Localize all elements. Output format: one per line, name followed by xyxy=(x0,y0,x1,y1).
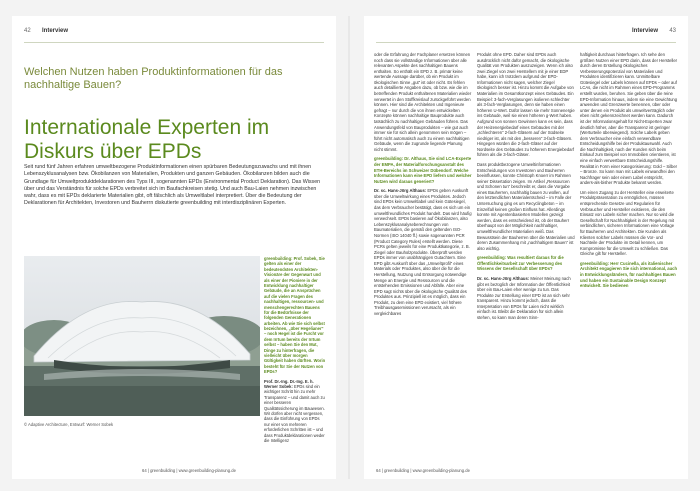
answer-speaker: Prof. Dr.-Ing. Dr.-Ing. E. h. Werner Sobek: xyxy=(264,378,314,389)
page-number: 42 xyxy=(24,28,31,34)
interview-question xyxy=(477,255,575,272)
section-label: Interview xyxy=(42,28,69,34)
right-page-header xyxy=(376,26,676,43)
question-text: Dr. Althaus, Sie sind LCA-Experte der EMPA, der Materialforschungsanstalt des ETH-Bereichs im Schweizer Dübendorf. Welche Informationen kann eine EPD liefern und welcher Nutzen wird daraus generiert? xyxy=(374,156,472,184)
photo-caption: © Adaptive Architecture, Entwurf: Werner Sobek xyxy=(24,422,114,427)
paragraph: oder die Erfahrung der Fachplaner ersetzen können noch dass sie vollständige Informationen über alle relevanten Aspekte des nachhaltigen Bauens enthalten. So enthält ein EPD z. B. primär keine wertende Aussage darüber, ob ein Produkt im ökologischen Sinne „gut“ ist oder nicht. Es fehlen auch detaillierte Angaben dazu, ob bzw. wie die im betreffenden Produkt enthaltenen Materialien wieder verwertet in den Stoffkreislauf zurückgeführt werden können. Hier sind die Architekten und Ingenieure gefragt – nur durch die von ihnen entwickelten Konzepte können nachhaltige Bauprodukte auch tatsächlich zu nachhaltigen Gebäuden führen. Das Anwendungsfeld von Bauprodukten – wie gut auch immer sie für sich allein genommen sein mögen – führt nicht automatisch auch zu einem nachhaltigen Gebäude, wenn die zugrunde liegende Planung nicht stimmt. xyxy=(374,52,472,152)
question-label: greenbuilding: xyxy=(374,156,404,162)
article-headline: Internationale Experten im Diskurs über EPDs xyxy=(24,116,270,163)
answer-speaker: Dr. sc. Hans-Jörg Althaus: xyxy=(374,188,427,194)
architecture-photo xyxy=(24,256,260,416)
answer-text: Meiner Meinung nach gibt es bezüglich der Information der Öffentlichkeit über ein Bau-Laien eher wenige zu tun. Das Produkte zur Erstellung einer EPD ist an sich sehr transparent. Hinzu kommt jedoch, dass die Interpretation von EPDs für Laien nicht wirklich einfach ist. Bleibt die Deklaration für sich allein stehen, so kann man deren Sinn- xyxy=(477,275,571,321)
question-label: greenbuilding: xyxy=(264,256,293,261)
answer-text: EPDs sind ein wichtiger Schritt hin zu mehr Transparenz – und damit auch zu einer besseren Qualitätssicherung im Bauwesen. Wir dürfen aber nicht vergessen, dass die Einführung von EPDs nur einer von mehreren erforderlichen Schritten ist – und dass Produktdeklarationen weder die Intelligenz xyxy=(264,383,325,443)
photo-illustration xyxy=(24,256,260,416)
page-footer: 64 | greenbuilding | www.greenbuilding-planung.de xyxy=(376,468,470,473)
text-column-1 xyxy=(374,52,472,321)
paragraph: Dass produktbezogene Umweltinformationen Entscheidungen von Investoren und Bauherren beeinflussen, konnte Christoph Knoerr im Rahmen seiner Dissertation zeigen. Im Artikel „Ressourcen und Schonen tun“ beschreibt er, dass die Vorgabe eines Bauherren, nachhaltig bauen zu wollen, auf den letztendlichen Materialentscheid – im Falle der Untersuchung ging es um Recyclingbeton – im Einzelfall keinen großen Einfluss hat. Allerdings konnte mit Agentenbasierten Modellen gezeigt werden, dass es entscheidend ist, ob der Bauherr überhaupt von der Möglichkeit nachhaltiger, umweltfreundlicher Materialien weiß. Das Bewusstsein der Bauherren über die Materialien und deren Zusammenhang mit „nachhaltigem Bauen“ ist also wichtig. xyxy=(477,161,575,251)
book-spine xyxy=(348,16,350,479)
answer-speaker: Dr. sc. Hans-Jörg Althaus: xyxy=(477,275,530,281)
text-column-3 xyxy=(580,52,678,293)
question-text: Was resultiert daraus für die Öffentlichkeitsarbeit zur Verbesserung des Wissens der Gesellschaft über EPDs? xyxy=(477,255,564,272)
interview-answer xyxy=(264,379,326,444)
text-column-2 xyxy=(477,52,575,325)
interview-question xyxy=(264,256,326,375)
interview-question xyxy=(580,261,678,289)
side-column xyxy=(264,256,326,447)
article-subtitle: Welchen Nutzen haben Produktinformationen für das nachhaltige Bauen? xyxy=(24,66,283,91)
article-lead: Seit rund fünf Jahren erfahren umweltbezogene Produktinformationen einen spürbaren Bedeutungszuwachs und mit ihnen Lebenszyklusanalysen bzw. Ökobilanzen von Materialien, Produkten und ganzen Gebäuden. Ökobilanzen bilden auch die Grundlage für Umweltproduktdeklarationen des Typs III, sogenannten EPDs (Environmental Product Deklaration). Das Wissen über und das Verständnis für solche EPDs verbreitet sich im Baufachkreisen stetig. Und auch Bau-Laien nehmen inzwischen wahr, dass es mit EPDs deklarierte Materialien gibt, oft fälschlich als Umweltlabel interpretiert. Über die Bedeutung der Deklarationen für Architekten, Investoren und Bauherrn diskutierte greenbuilding mit interdisziplinären Experten. xyxy=(24,164,321,207)
paragraph: haftigkeit durchaus hinterfragen. Ich sehe den größten Nutzen einer EPD darin, dass der Hersteller durch deren Erstellung ökologisches Verbesserungspotenzial von Materialien und Produkten identifizieren kann. Unmittelbare Gütesiegel oder Labels können auf EPDs – oder auf LCAs, die nicht im Rahmen eines EPD-Programms erstellt wurden, beruhen. Sie geben über die reine EPD-Information hinaus, indem sie eine Gewichtung anwenden und Grenzwerte benennen, über oder unter denen ein Produkt als umweltverträglich oder eben nicht gekennzeichnet werden kann. Dadurch ist der Informationsgehalt für Nicht-Experten zwar deutlich höher, aber die Transparenz ist geringer (Werturteile überwiegend). Solche Labels geben dem Verbraucher eine einfach verwendbare Entscheidungshilfe bei der Produktauswahl. Auch die Nachhaltigkeit, nach der Kunden sich beim Einkauf zum Beispiel von Immobilien orientieren, ist eine einfach verwertbare Entscheidungshilfe. Realität in Form einer Kategorisierung: Gold – Silber – Bronze. So kann man mit Labels einwandfrei den Nachfrager sein oder einem Label entspricht, anders-als-bisher Produkte bekannt werden. xyxy=(580,52,678,186)
question-text: Prof. Sobek, Sie gelten als einer der bedeutendsten Architekten-Visionäre der Gegenwart und als einer der Pioniere in der Entwicklung nachhaltiger Gebäude, die an Ansprüchen auf die vielen Fragen des nachhaltigen, ressourcen- und menschengerechten Bauens für die Bedürfnisse der folgenden Generationen arbeiten. Ab wie Sie sich selbst bezeichnen, „über Hegelianer“ – noch Hegel ist die Furcht vor dem Irrtum bereits der Irrtum selbst – haben Sie den Mut, Dinge zu hinterfragen, die vielleicht über morgen Gültigkeit haben dürften. Worin besteht für Sie der Nutzen von EPDs? xyxy=(264,256,326,375)
question-label: greenbuilding: xyxy=(580,260,610,266)
right-page xyxy=(364,16,688,479)
answer-text: EPDs geben Auskunft über die Umweltwirkung eines Produktes. Jedoch sind EPDs kein Umweltlabel und kein Gütesiegel, das dem Verbraucher bestätigt, dass es sich um ein umweltfreundliches Produkt handelt. Das wird häufig verwechselt. EPDs basieren auf Ökobilanzen, also Lebenszyklusanalyseberechnungen von Baumaterialien, die gemäß den geltenden ISO-Normen (ISO 14040 ff.) sowie sogenannten PCR (Product Category Rules) erstellt werden. Diese PCRs gelten jeweils für eine Produktkategorie, z. B. Ziegel oder Bauholzprodukte. Überprüft werden EPDs immer von unabhängigen Gutachtern. Eine EPD gibt Auskunft über das „Umweltprofil“ eines Materials oder Produktes, also über die für die Herstellung, Nutzung und Entsorgung notwendige Menge an Energie und Ressourcen und die entstehenden Emissionen und Abfälle. Aber eine EPD sagt nichts über die ökologische Qualität des Produktes aus. Prinzipiell ist es möglich, dass ein Produkt, zu dem eine EPD existiert, viel höhere Treibhausgasemissionen verursacht, als ein vergleichbares xyxy=(374,188,472,317)
question-label: greenbuilding: xyxy=(477,255,507,261)
left-page xyxy=(12,16,336,479)
paragraph: Um einen Zugang zu der Hersteller eine erweiterte Produktpräsentation zu ermöglichen, müssen entsprechende Gesetze und Regularien für Verbraucher und Hersteller existieren, die den Einsatz von Labeln sicher machen. Nur so wird die Gesellschaft für Nachhaltigkeit in der Regelung mit verbindlichen, sicheren Informationen eine Vorlage für Bauherren und Architekten. Die Kunden als Klienten solcher Labels müssen die Vor- und Nachteile der Produkte im Detail kennen, um Kompromisse für die Umwelt zu schließen. Das Gleiche gilt für Hersteller. xyxy=(580,189,675,257)
paragraph: Produkt ohne EPD. Daher sind EPDs auch ausdrücklich nicht dafür gemacht, die ökologische Qualität von Produkten auszuzeigen. Wenn ich also zwei Ziegel von zwei Herstellern mit je einer EDP habe, kann ich trotzdem aufgrund der EPD-Informationen nicht sagen, welcher Ziegel ökologisch besser ist. Hinzu kommt die Aufgabe von Materialien im Gesamtkonzept eines Gebäudes. Ein Beispiel: 3-fach-Verglasungen isolieren schlechter als 3-fach-Verglasungen, denn sie haben einen höheren U-Wert. Dafür lassen sie mehr Sonnenergie ins Gebäude, weil sie einen höheren g-Wert haben. Aufgrund von sonnen Gewinnen kann es sein, dass der Heizenergiebedarf eines Gebäudes mit der „schlechteren“ 2-fach-Gläsern auf der Südseite niedriger ist, als mit den „besseren“ 3-fach-Gläsern. Hingegen würden die 2-fach-Gläser auf der Nordseite des Gebäudes zu höherem Energiebedarf führen als die 3-fach-Gläser. xyxy=(477,52,575,158)
interview-answer xyxy=(374,188,472,316)
question-text: Herr Cucinella, als italienischer Architekt engagieren Sie sich international, auch in Entwicklungsländern, für nachhaltiges Bauen und haben ein Sustainable Design Konzept entwickelt. Sie bedienen xyxy=(580,260,678,289)
interview-question xyxy=(374,156,472,184)
interview-answer xyxy=(477,276,575,321)
left-page-header xyxy=(24,26,324,43)
section-label: Interview xyxy=(631,28,658,34)
page-footer: 64 | greenbuilding | www.greenbuilding-planung.de xyxy=(142,468,236,473)
page-number: 43 xyxy=(669,28,676,34)
